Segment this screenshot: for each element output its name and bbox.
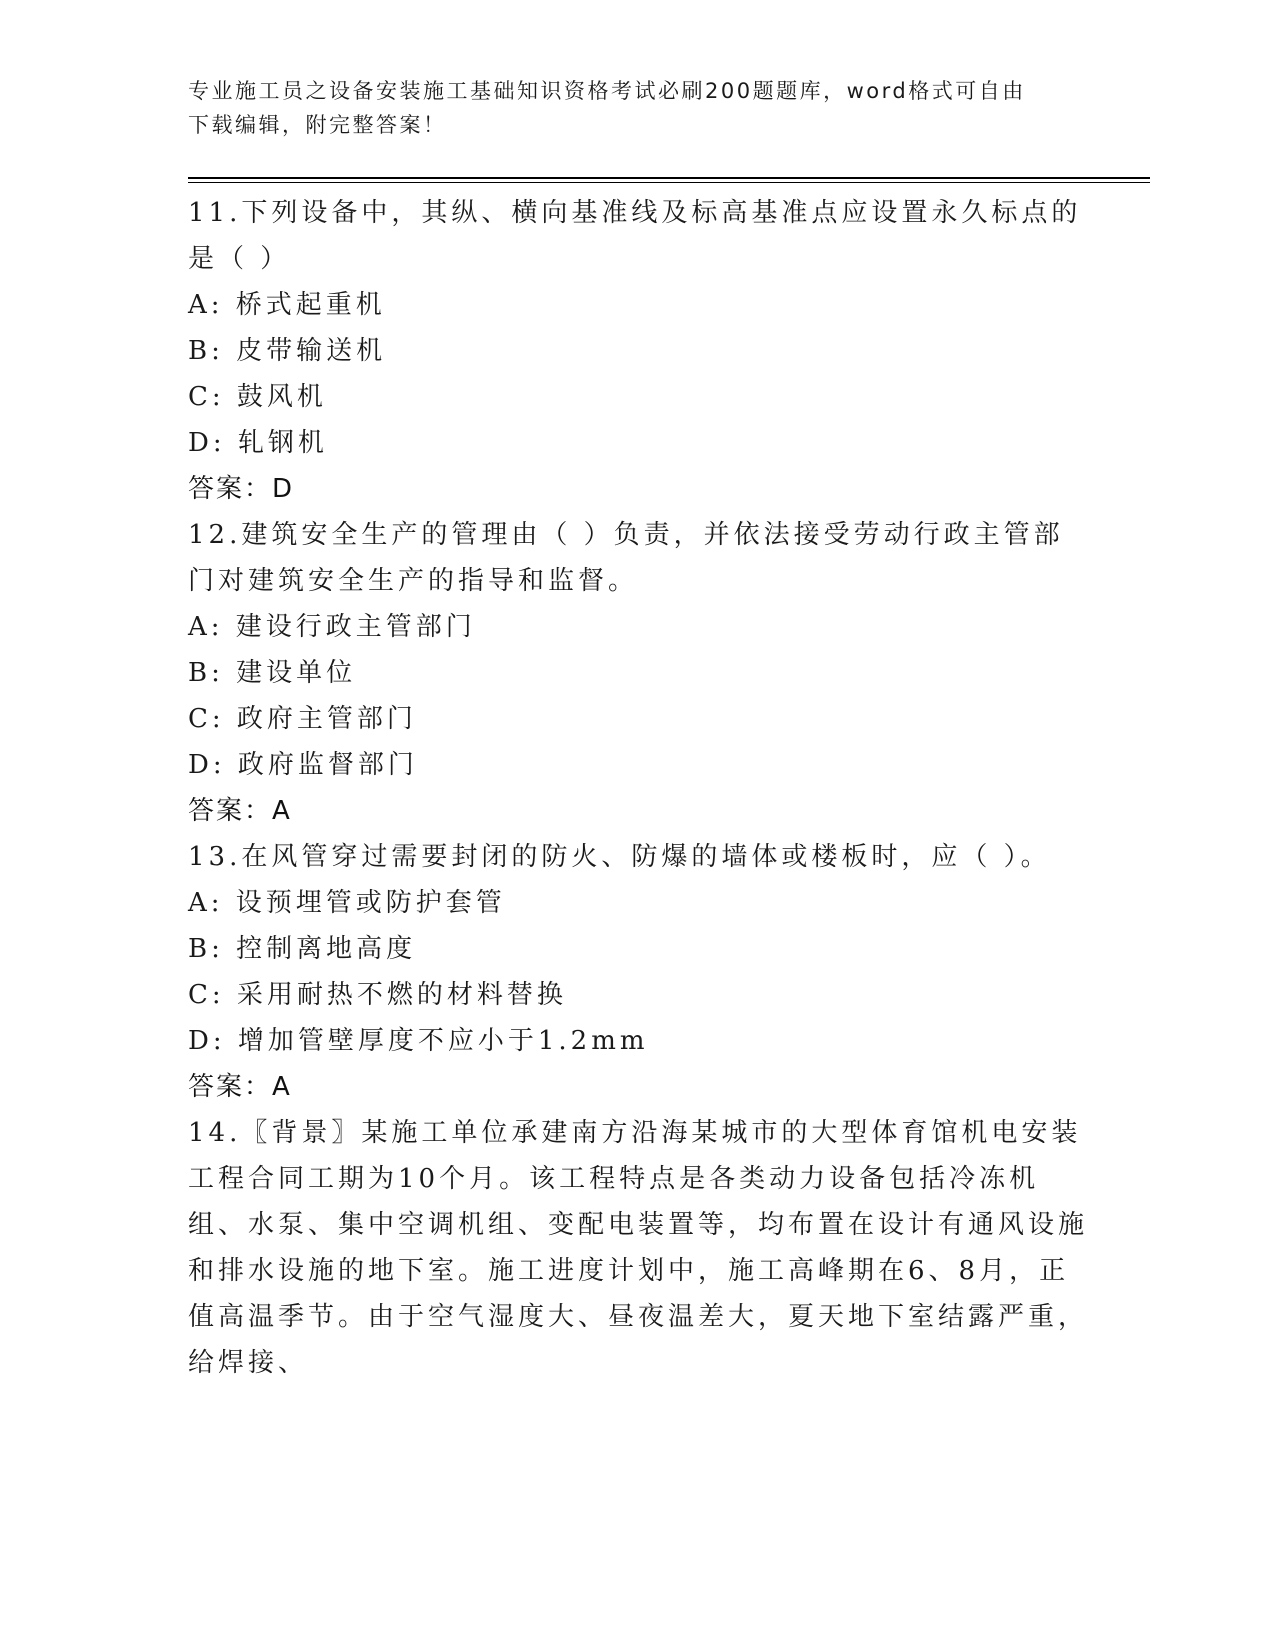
option-d: D: 政府监督部门	[188, 750, 418, 780]
answer: 答案：A	[188, 1072, 292, 1102]
option-a: A: 建设行政主管部门	[188, 612, 476, 642]
option-d: D: 增加管壁厚度不应小于1.2mm	[188, 1026, 649, 1056]
document-header	[188, 74, 1088, 142]
question-11	[188, 190, 1088, 512]
option-b: B: 控制离地高度	[188, 934, 417, 964]
question-stem: 13.在风管穿过需要封闭的防火、防爆的墙体或楼板时，应（ ）。	[188, 842, 1051, 872]
option-a: A: 设预埋管或防护套管	[188, 888, 506, 918]
header-line-2: 下载编辑，附完整答案！	[188, 113, 447, 137]
option-c: C: 鼓风机	[188, 382, 327, 412]
header-rule-thin	[188, 182, 1150, 183]
option-c: C: 采用耐热不燃的材料替换	[188, 980, 567, 1010]
header-rule-thick	[188, 177, 1150, 179]
answer: 答案：D	[188, 474, 295, 504]
question-stem: 12.建筑安全生产的管理由（ ）负责，并依法接受劳动行政主管部门对建筑安全生产的指导和监督。	[188, 520, 1064, 596]
answer: 答案：A	[188, 796, 292, 826]
question-14	[188, 1110, 1088, 1386]
option-c: C: 政府主管部门	[188, 704, 417, 734]
option-d: D: 轧钢机	[188, 428, 328, 458]
question-12	[188, 512, 1088, 834]
question-13	[188, 834, 1088, 1110]
question-list	[188, 190, 1088, 1386]
option-b: B: 建设单位	[188, 658, 357, 688]
question-stem: 11.下列设备中，其纵、横向基准线及标高基准点应设置永久标点的是（ ）	[188, 198, 1082, 274]
header-line-1: 专业施工员之设备安装施工基础知识资格考试必刷200题题库，word格式可自由	[188, 79, 1026, 103]
question-stem: 14.〖背景〗某施工单位承建南方沿海某城市的大型体育馆机电安装工程合同工期为10个月。该工程特点是各类动力设备包括冷冻机组、水泵、集中空调机组、变配电装置等，均布置在设计有通风设施和排水设施的地下室。施工进度计划中，施工高峰期在6、8月，正值高温季节。由于空气湿度大、昼夜温差大，夏天地下室结露严重，给焊接、	[188, 1118, 1089, 1378]
option-b: B: 皮带输送机	[188, 336, 387, 366]
option-a: A: 桥式起重机	[188, 290, 386, 320]
